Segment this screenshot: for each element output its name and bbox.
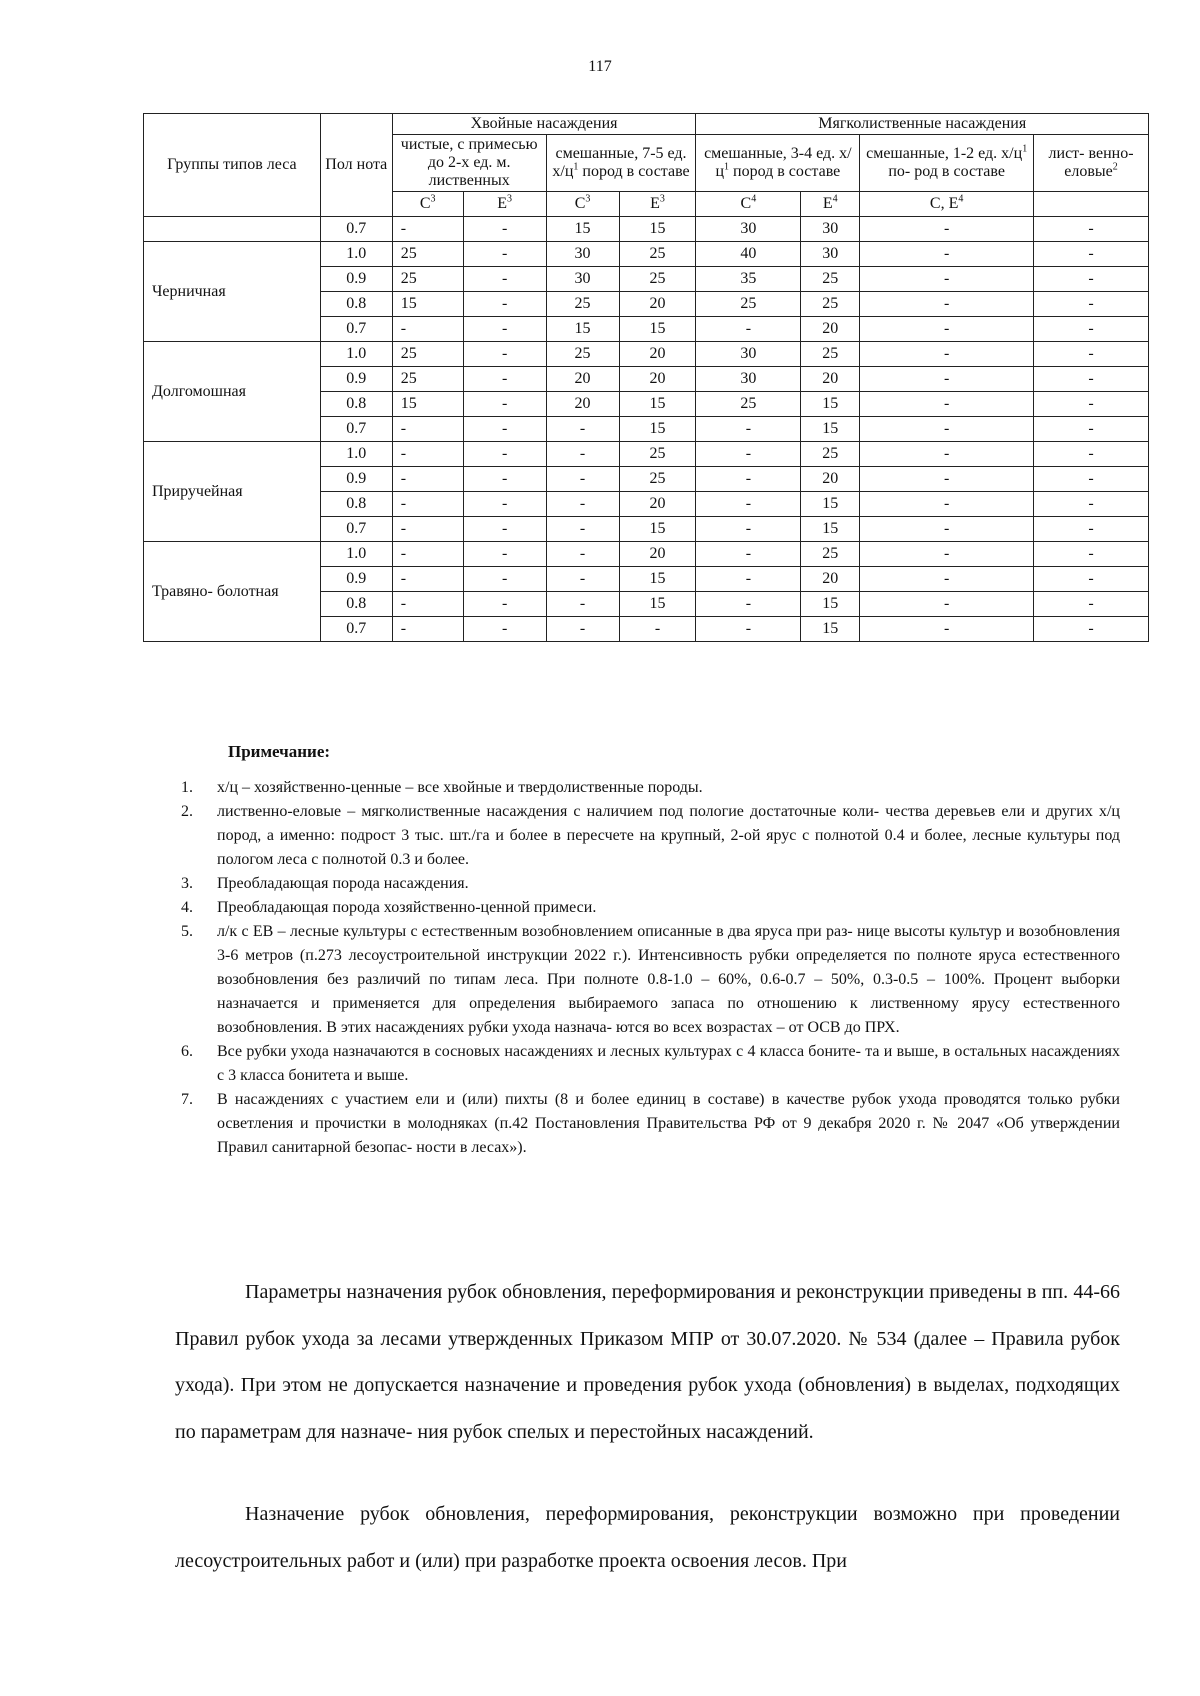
value-cell: 25 — [619, 267, 696, 292]
value-cell: - — [546, 592, 619, 617]
density-cell: 0.8 — [320, 592, 392, 617]
species-e: $E^4$ — [801, 192, 860, 217]
value-cell: - — [1034, 542, 1149, 567]
value-cell: - — [860, 617, 1034, 642]
value-cell: - — [546, 417, 619, 442]
table-row — [144, 217, 1149, 242]
value-cell: - — [463, 592, 546, 617]
density-cell: 0.9 — [320, 267, 392, 292]
mixed-34-header: смешанные, 3-4 ед. $х/ц^1$ пород в составе — [696, 135, 860, 192]
value-cell: - — [392, 467, 463, 492]
note-number: 2. — [181, 803, 193, 820]
value-cell: - — [1034, 292, 1149, 317]
table-row — [144, 342, 1149, 367]
value-cell: - — [463, 517, 546, 542]
value-cell: - — [392, 492, 463, 517]
value-cell: 15 — [801, 517, 860, 542]
group-cell-empty — [144, 217, 321, 242]
value-cell: - — [860, 342, 1034, 367]
value-cell: - — [860, 267, 1034, 292]
mixed-75-header: смешанные, 7-5 ед. $х/ц^1$ пород в составе — [546, 135, 696, 192]
value-cell: 25 — [619, 242, 696, 267]
value-cell: - — [463, 617, 546, 642]
species-c: $C^3$ — [546, 192, 619, 217]
value-cell: - — [860, 242, 1034, 267]
value-cell: 20 — [801, 567, 860, 592]
value-cell: - — [860, 492, 1034, 517]
density-cell: 1.0 — [320, 442, 392, 467]
value-cell: 15 — [392, 292, 463, 317]
value-cell: - — [860, 442, 1034, 467]
value-cell: - — [696, 617, 801, 642]
value-cell: - — [546, 567, 619, 592]
value-cell: 20 — [619, 292, 696, 317]
value-cell: - — [463, 292, 546, 317]
density-cell: 0.7 — [320, 317, 392, 342]
value-cell: - — [696, 442, 801, 467]
value-cell: - — [546, 492, 619, 517]
value-cell: 25 — [546, 342, 619, 367]
value-cell: - — [546, 542, 619, 567]
note-text: В насаждениях с участием ели и (или) пихты (8 и более единиц в составе) в качестве рубок ухода проводятся только рубки осветления и прочистки в молодняках (п.42 Постановления Правительства РФ от 9 декабря 2020 г. № 2047 «Об утверждении Правил санитарной безопас- ности в лесах»). — [217, 1091, 1120, 1156]
value-cell: 25 — [619, 467, 696, 492]
value-cell: - — [463, 567, 546, 592]
value-cell: - — [1034, 392, 1149, 417]
value-cell: - — [1034, 367, 1149, 392]
density-cell: 0.7 — [320, 517, 392, 542]
value-cell: 15 — [392, 392, 463, 417]
value-cell: 15 — [801, 617, 860, 642]
page-number: 117 — [588, 58, 612, 75]
value-cell: - — [696, 467, 801, 492]
group-cell: Приручейная — [144, 442, 321, 542]
density-cell: 0.9 — [320, 567, 392, 592]
density-cell: 0.7 — [320, 617, 392, 642]
value-cell: - — [392, 617, 463, 642]
value-cell: - — [1034, 442, 1149, 467]
species-c: $C^3$ — [392, 192, 463, 217]
leaf-spruce-header: лист- венно- еловые$^2$ — [1034, 135, 1149, 192]
density-cell: 0.8 — [320, 492, 392, 517]
value-cell: - — [619, 617, 696, 642]
forest-thinning-table — [143, 113, 1149, 642]
value-cell: - — [1034, 617, 1149, 642]
value-cell: 30 — [546, 242, 619, 267]
group-cell: Долгомошная — [144, 342, 321, 442]
density-cell: 0.9 — [320, 367, 392, 392]
value-cell: 15 — [801, 392, 860, 417]
value-cell: 20 — [619, 367, 696, 392]
density-cell: 0.7 — [320, 217, 392, 242]
value-cell: - — [1034, 242, 1149, 267]
note-text: Преобладающая порода насаждения. — [217, 875, 469, 892]
pure-header: чистые, с примесью до 2-х ед. м. лиственных — [392, 135, 546, 192]
value-cell: 15 — [619, 517, 696, 542]
value-cell: 15 — [619, 392, 696, 417]
value-cell: - — [860, 292, 1034, 317]
notes-list — [175, 776, 1120, 1160]
value-cell: - — [463, 242, 546, 267]
note-text: Преобладающая порода хозяйственно-ценной примеси. — [217, 899, 597, 916]
value-cell: 20 — [801, 467, 860, 492]
group-header: Группы типов леса — [144, 114, 321, 217]
group-cell: Черничная — [144, 242, 321, 342]
value-cell: - — [696, 542, 801, 567]
value-cell: 20 — [619, 342, 696, 367]
value-cell: - — [696, 317, 801, 342]
table-row — [144, 242, 1149, 267]
value-cell: 30 — [801, 217, 860, 242]
value-cell: - — [1034, 467, 1149, 492]
note-number: 4. — [181, 899, 193, 916]
value-cell: 25 — [696, 392, 801, 417]
value-cell: - — [392, 317, 463, 342]
value-cell: - — [463, 492, 546, 517]
note-item — [175, 800, 1120, 872]
value-cell: 40 — [696, 242, 801, 267]
value-cell: 15 — [619, 217, 696, 242]
value-cell: - — [860, 592, 1034, 617]
value-cell: 30 — [801, 242, 860, 267]
value-cell: 20 — [619, 542, 696, 567]
value-cell: - — [1034, 417, 1149, 442]
value-cell: - — [696, 492, 801, 517]
body-paragraph: Параметры назначения рубок обновления, переформирования и реконструкции приведены в пп. 44-66 Правил рубок ухода за лесами утвержденных Приказом МПР от 30.07.2020. № 534 (далее – Правила рубок ухода). При этом не допускается назначение и проведения рубок ухода (обновления) в выделах, подходящих по параметрам для назначе- ния рубок спелых и перестойных насаждений. — [175, 1281, 1120, 1443]
value-cell: 25 — [801, 542, 860, 567]
note-number: 7. — [181, 1091, 193, 1108]
value-cell: - — [392, 567, 463, 592]
species-empty — [1034, 192, 1149, 217]
value-cell: 35 — [696, 267, 801, 292]
value-cell: - — [1034, 592, 1149, 617]
note-item — [175, 896, 1120, 920]
value-cell: 15 — [546, 317, 619, 342]
value-cell: 20 — [801, 367, 860, 392]
value-cell: 25 — [392, 342, 463, 367]
value-cell: - — [1034, 217, 1149, 242]
value-cell: - — [463, 267, 546, 292]
value-cell: 15 — [801, 417, 860, 442]
table-row — [144, 442, 1149, 467]
value-cell: 20 — [801, 317, 860, 342]
value-cell: - — [860, 467, 1034, 492]
value-cell: - — [392, 217, 463, 242]
density-cell: 0.9 — [320, 467, 392, 492]
value-cell: 25 — [619, 442, 696, 467]
conifer-header: Хвойные насаждения — [392, 114, 696, 135]
value-cell: 15 — [619, 317, 696, 342]
value-cell: - — [860, 417, 1034, 442]
value-cell: - — [696, 517, 801, 542]
note-text: л/к с ЕВ – лесные культуры с естественным возобновлением описанные в два яруса при раз- нице высоты культур и возобновления 3-6 метров (п.273 лесоустроительной инструкции 2022 г.). Интенсивность рубки определяется по полноте яруса естественного возобновления без различий по типам леса. При полноте 0.8-1.0 – 60%, 0.6-0.7 – 50%, 0.3-0.5 – 100%. Процент выборки назначается и применяется для определения выбираемого запаса по отношению к лиственному ярусу естественного возобновления. В этих насаждениях рубки ухода назнача- ются во всех возрастах – от ОСВ до ПРХ. — [217, 923, 1120, 1036]
value-cell: - — [463, 442, 546, 467]
body-paragraph: Назначение рубок обновления, переформирования, реконструкции возможно при проведении лесоустроительных работ и (или) при разработке проекта освоения лесов. При — [175, 1503, 1120, 1572]
value-cell: - — [1034, 342, 1149, 367]
value-cell: - — [860, 517, 1034, 542]
value-cell: - — [463, 417, 546, 442]
note-number: 3. — [181, 875, 193, 892]
density-cell: 1.0 — [320, 342, 392, 367]
value-cell: - — [860, 317, 1034, 342]
note-number: 1. — [181, 779, 193, 796]
value-cell: 20 — [546, 367, 619, 392]
value-cell: - — [860, 217, 1034, 242]
value-cell: - — [1034, 517, 1149, 542]
value-cell: 25 — [696, 292, 801, 317]
species-e: $E^3$ — [619, 192, 696, 217]
density-cell: 1.0 — [320, 542, 392, 567]
note-item — [175, 1088, 1120, 1160]
value-cell: - — [696, 567, 801, 592]
table-row — [144, 542, 1149, 567]
value-cell: 20 — [619, 492, 696, 517]
value-cell: - — [392, 417, 463, 442]
value-cell: - — [1034, 567, 1149, 592]
value-cell: 25 — [392, 242, 463, 267]
value-cell: - — [546, 617, 619, 642]
value-cell: - — [463, 342, 546, 367]
species-e: $E^3$ — [463, 192, 546, 217]
value-cell: 20 — [546, 392, 619, 417]
value-cell: - — [696, 592, 801, 617]
value-cell: 25 — [801, 267, 860, 292]
value-cell: 15 — [619, 592, 696, 617]
value-cell: - — [860, 392, 1034, 417]
value-cell: 15 — [801, 592, 860, 617]
value-cell: - — [463, 542, 546, 567]
value-cell: - — [860, 367, 1034, 392]
value-cell: - — [1034, 317, 1149, 342]
species-ce: C, $E^4$ — [860, 192, 1034, 217]
value-cell: - — [392, 442, 463, 467]
value-cell: - — [463, 367, 546, 392]
value-cell: 25 — [392, 367, 463, 392]
value-cell: - — [392, 592, 463, 617]
value-cell: 25 — [801, 442, 860, 467]
note-text: х/ц – хозяйственно-ценные – все хвойные и твердолиственные породы. — [217, 779, 703, 796]
value-cell: 15 — [546, 217, 619, 242]
value-cell: - — [546, 467, 619, 492]
note-item — [175, 920, 1120, 1040]
species-c: $C^4$ — [696, 192, 801, 217]
density-cell: 0.7 — [320, 417, 392, 442]
density-header: Пол нота — [320, 114, 392, 217]
value-cell: 25 — [392, 267, 463, 292]
group-cell: Травяно- болотная — [144, 542, 321, 642]
softwood-header: Мягколиственные насаждения — [696, 114, 1149, 135]
note-text: лиственно-еловые – мягколиственные насаждения с наличием под пологие достаточные коли- чества деревьев ели и других х/ц пород, а именно: подрост 3 тыс. шт./га и более в пересчете на крупный, 2-ой ярус с полнотой 0.4 и более, лесные культуры под пологом леса с полнотой 0.3 и более. — [217, 803, 1120, 868]
note-item — [175, 872, 1120, 896]
value-cell: - — [392, 542, 463, 567]
value-cell: 30 — [546, 267, 619, 292]
note-item — [175, 1040, 1120, 1088]
value-cell: - — [1034, 492, 1149, 517]
notes-title: Примечание: — [228, 742, 331, 761]
value-cell: 25 — [546, 292, 619, 317]
value-cell: 25 — [801, 292, 860, 317]
note-number: 6. — [181, 1043, 193, 1060]
value-cell: - — [860, 542, 1034, 567]
density-cell: 0.8 — [320, 392, 392, 417]
value-cell: - — [860, 567, 1034, 592]
note-number: 5. — [181, 923, 193, 940]
note-text: Все рубки ухода назначаются в сосновых насаждениях и лесных культурах с 4 класса бонитe- та и выше, в остальных насаждениях с 3 класса бонитета и выше. — [217, 1043, 1120, 1084]
value-cell: - — [463, 217, 546, 242]
value-cell: 15 — [619, 417, 696, 442]
value-cell: 30 — [696, 367, 801, 392]
value-cell: - — [392, 517, 463, 542]
value-cell: - — [696, 417, 801, 442]
value-cell: - — [463, 392, 546, 417]
value-cell: - — [463, 317, 546, 342]
value-cell: 15 — [619, 567, 696, 592]
mixed-12-header: смешанные, 1-2 ед. $х/ц^1$ по- род в составе — [860, 135, 1034, 192]
value-cell: - — [546, 517, 619, 542]
value-cell: - — [463, 467, 546, 492]
value-cell: - — [546, 442, 619, 467]
value-cell: 30 — [696, 342, 801, 367]
note-item — [175, 776, 1120, 800]
density-cell: 1.0 — [320, 242, 392, 267]
value-cell: - — [1034, 267, 1149, 292]
value-cell: 15 — [801, 492, 860, 517]
value-cell: 25 — [801, 342, 860, 367]
density-cell: 0.8 — [320, 292, 392, 317]
value-cell: 30 — [696, 217, 801, 242]
